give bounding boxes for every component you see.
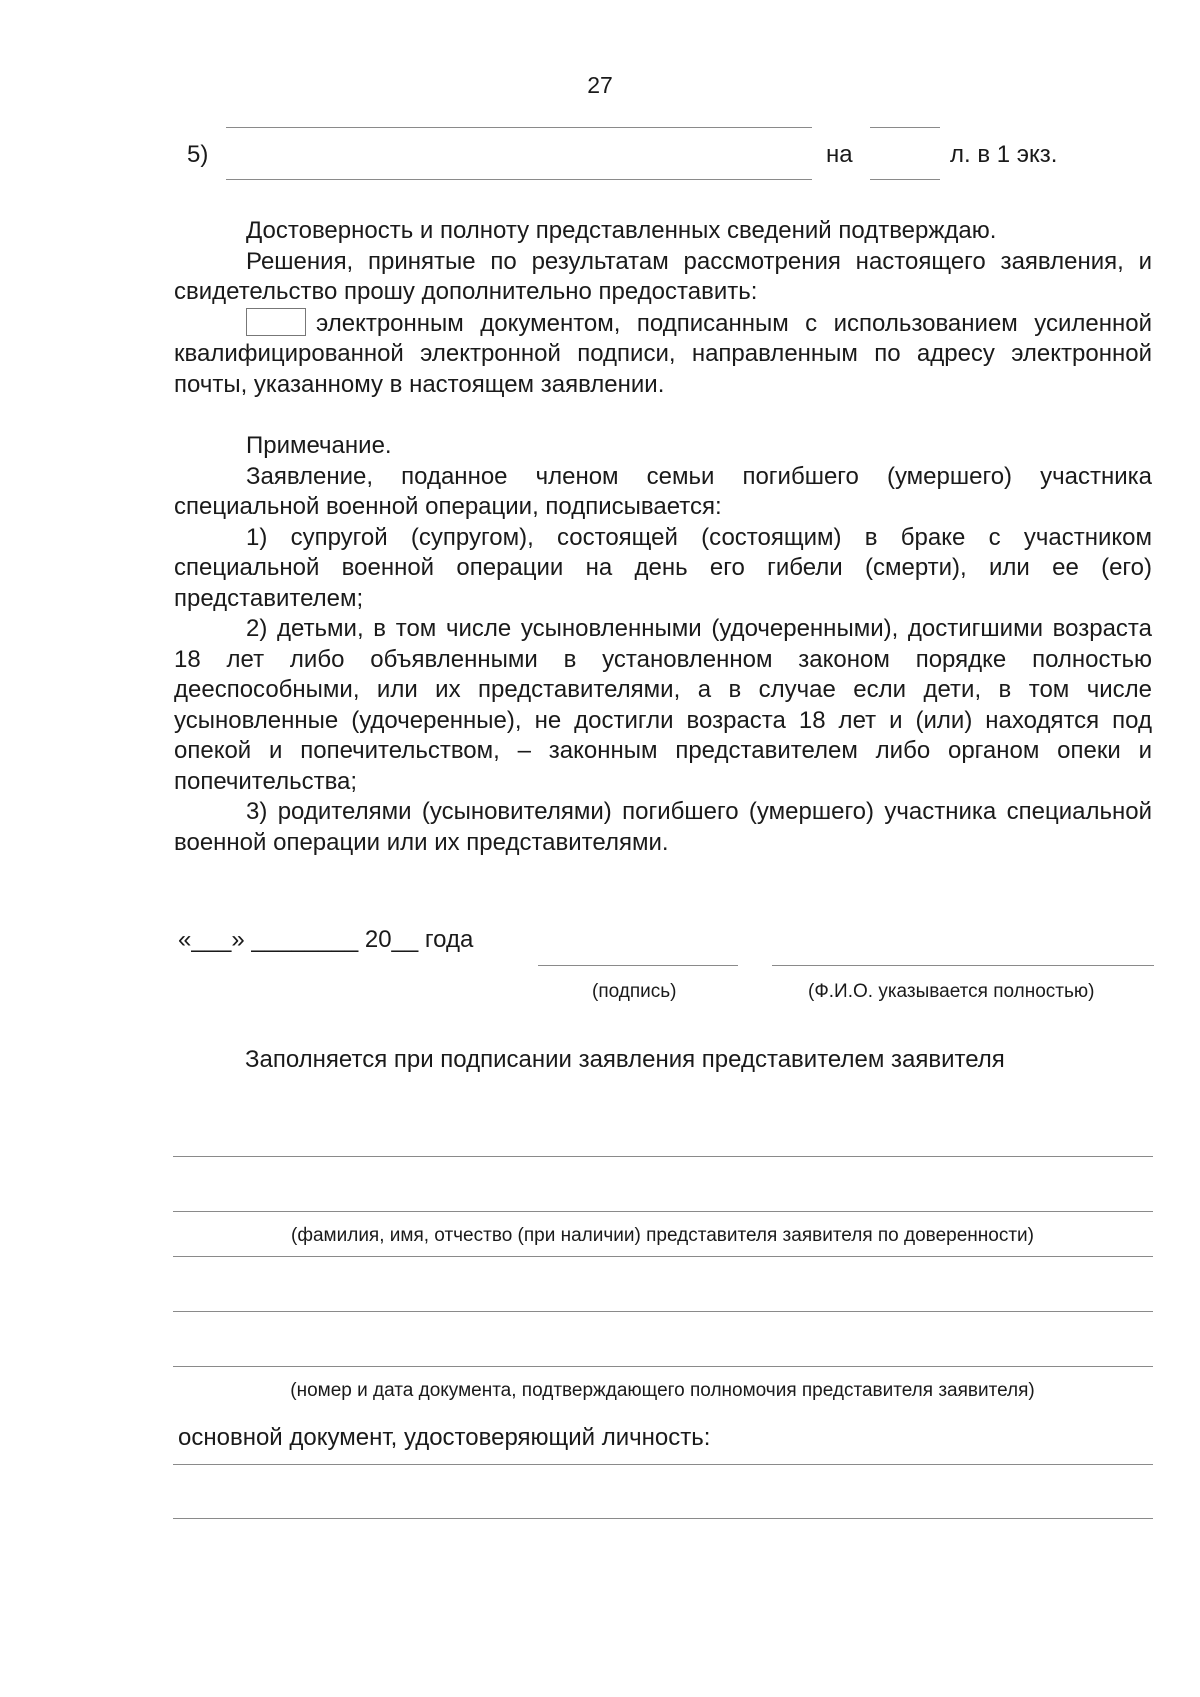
declaration-confirm: Достоверность и полноту представленных сведений подтверждаю.: [246, 217, 997, 244]
fio-caption: (Ф.И.О. указывается полностью): [808, 981, 1095, 1002]
representative-heading: Заполняется при подписании заявления представителем заявителя: [245, 1046, 1005, 1073]
fio-line[interactable]: [772, 965, 1154, 966]
delivery-option-text: электронным документом, подписанным с использованием усиленной квалифицированной электронной подписи, направленным по адресу электронной почты, указанному в настоящем заявлении.: [174, 309, 1152, 398]
item5-title-line[interactable]: [226, 179, 812, 180]
item5-sheets-line-upper[interactable]: [870, 127, 940, 128]
representative-name-caption: (фамилия, имя, отчество (при наличии) представителя заявителя по доверенности): [291, 1225, 1034, 1246]
id-document-line-2[interactable]: [173, 1518, 1153, 1519]
note-title: Примечание.: [246, 432, 392, 459]
note-item: 2) детьми, в том числе усыновленными (удочеренными), достигшими возраста 18 лет либо объявленными в установленном законом порядке полностью дееспособными, или их представителями, а в случае если дети, в том числе усыновленные (удочеренные), не достигли возраста 18 лет и (или) находятся под опекой и попечительством, – законным представителем либо органом опеки и попечительства;: [174, 615, 1152, 795]
item5-number: 5): [187, 141, 209, 168]
id-document-label: основной документ, удостоверяющий личность:: [178, 1424, 711, 1451]
electronic-delivery-checkbox[interactable]: [246, 308, 306, 336]
item5-sheets-label: л. в 1 экз.: [950, 141, 1058, 168]
signature-line[interactable]: [538, 965, 738, 966]
note-intro: Заявление, поданное членом семьи погибшего (умершего) участника специальной военной операции, подписывается:: [174, 462, 1152, 520]
delivery-option: [174, 308, 1152, 401]
authority-doc-caption: (номер и дата документа, подтверждающего полномочия представителя заявителя): [290, 1380, 1035, 1401]
item5-title-line-upper[interactable]: [226, 127, 812, 128]
item5-sheets-line[interactable]: [870, 179, 940, 180]
id-document-line-1[interactable]: [173, 1464, 1153, 1465]
authority-doc-line-2[interactable]: [173, 1366, 1153, 1367]
representative-name-line-3[interactable]: [173, 1256, 1153, 1257]
note-item: 3) родителями (усыновителями) погибшего (умершего) участника специальной военной операции или их представителями.: [174, 798, 1152, 856]
representative-name-line-2[interactable]: [173, 1211, 1153, 1212]
date-field[interactable]: «___» ________ 20__ года: [178, 926, 474, 953]
item5-on-label: на: [826, 141, 853, 168]
declaration-request: Решения, принятые по результатам рассмотрения настоящего заявления, и свидетельство прошу дополнительно предоставить:: [174, 247, 1152, 305]
signature-caption: (подпись): [592, 981, 677, 1002]
page-number: 27: [587, 72, 613, 98]
declaration-block: [174, 216, 1152, 400]
note-item: 1) супругой (супругом), состоящей (состоящим) в браке с участником специальной военной операции на день его гибели (смерти), или ее (его) представителем;: [174, 523, 1152, 612]
authority-doc-line-1[interactable]: [173, 1311, 1153, 1312]
note-block: [174, 431, 1152, 858]
representative-name-line-1[interactable]: [173, 1156, 1153, 1157]
